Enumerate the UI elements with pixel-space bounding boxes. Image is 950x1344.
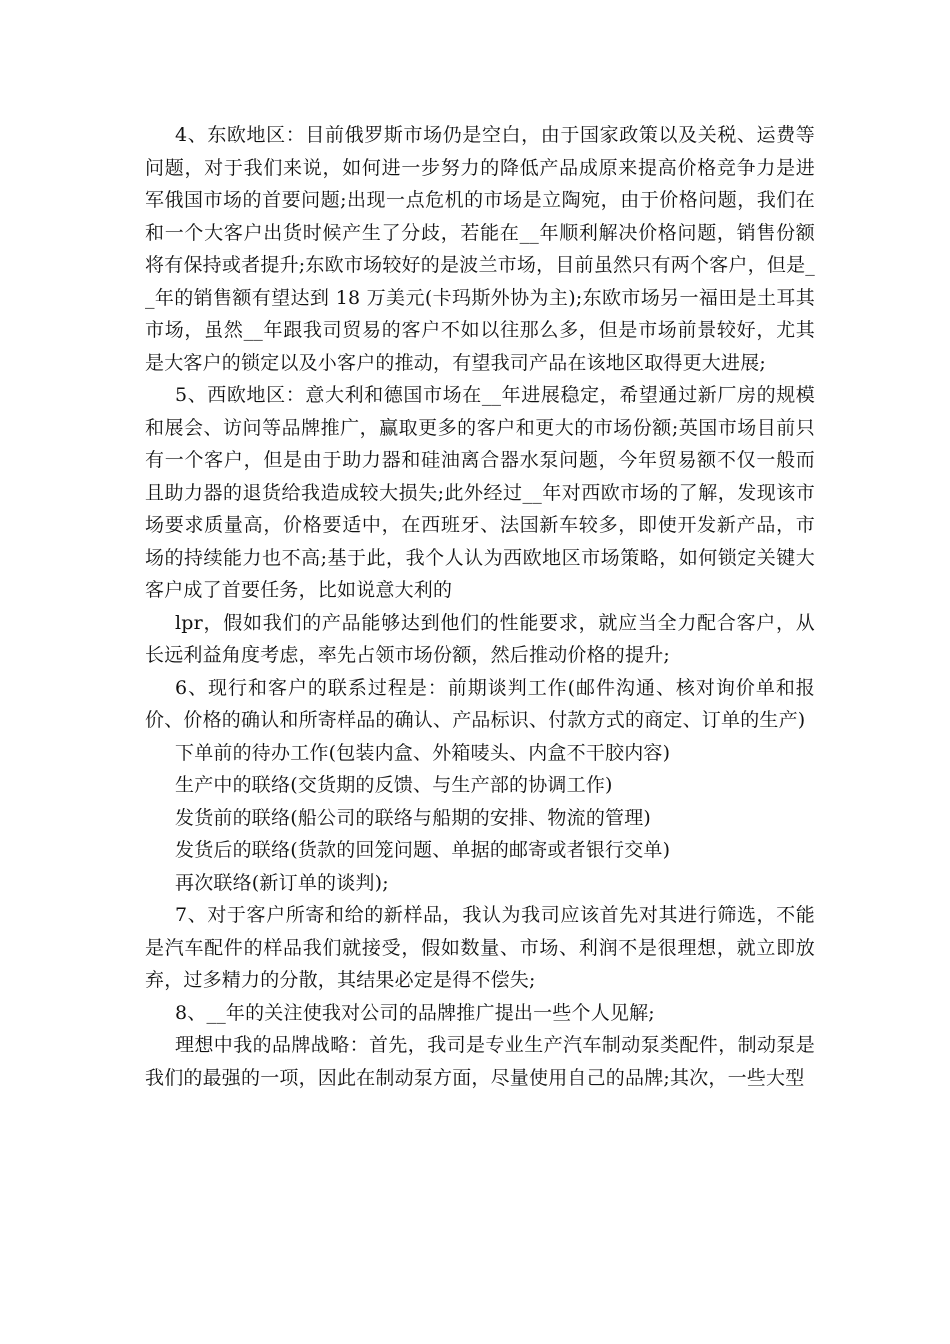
document-body (145, 119, 815, 1094)
paragraph-contact-process: 6、现行和客户的联系过程是：前期谈判工作(邮件沟通、核对询价单和报价、价格的确认和所寄样品的确认、产品标识、付款方式的商定、订单的生产) (145, 676, 815, 731)
paragraph-lpr: lpr，假如我们的产品能够达到他们的性能要求，就应当全力配合客户，从长远利益角度考虑，率先占领市场份额，然后推动价格的提升; (145, 611, 815, 666)
paragraph-pre-order: 下单前的待办工作(包装内盒、外箱唛头、内盒不干胶内容) (175, 741, 671, 764)
paragraph-post-shipment: 发货后的联络(货款的回笼问题、单据的邮寄或者银行交单) (175, 839, 671, 861)
paragraph-production: 生产中的联络(交货期的反馈、与生产部的协调工作) (175, 774, 613, 796)
paragraph-brand-opinion: 8、__年的关注使我对公司的品牌推广提出一些个人见解; (175, 1001, 655, 1024)
paragraph-re-contact: 再次联络(新订单的谈判); (175, 871, 389, 894)
paragraph-brand-strategy: 理想中我的品牌战略：首先，我司是专业生产汽车制动泵类配件，制动泵是我们的最强的一项，因此在制动泵方面，尽量使用自己的品牌;其次，一些大型 (145, 1034, 815, 1089)
paragraph-east-europe: 4、东欧地区：目前俄罗斯市场仍是空白，由于国家政策以及关税、运费等问题，对于我们来说，如何进一步努力的降低产品成原来提高价格竞争力是进军俄国市场的首要问题;出现一点危机的市场是立陶宛，由于价格问题，我们在和一个大客户出货时候产生了分歧，若能在__年顺利解决价格问题，销售份额将有保持或者提升;东欧市场较好的是波兰市场，目前虽然只有两个客户，但是__年的销售额有望达到 18 万美元(卡玛斯外协为主);东欧市场另一福田是土耳其市场，虽然__年跟我司贸易的客户不如以往那么多，但是市场前景较好，尤其是大客户的锁定以及小客户的推动，有望我司产品在该地区取得更大进展; (145, 124, 815, 374)
paragraph-west-europe: 5、西欧地区：意大利和德国市场在__年进展稳定，希望通过新厂房的规模和展会、访问等品牌推广，赢取更多的客户和更大的市场份额;英国市场目前只有一个客户，但是由于助力器和硅油离合器水泵问题，今年贸易额不仅一般而且助力器的退货给我造成较大损失;此外经过__年对西欧市场的了解，发现该市场要求质量高，价格要适中，在西班牙、法国新车较多，即使开发新产品，市场的持续能力也不高;基于此，我个人认为西欧地区市场策略，如何锁定关键大客户成了首要任务，比如说意大利的 (145, 384, 815, 601)
paragraph-samples: 7、对于客户所寄和给的新样品，我认为我司应该首先对其进行筛选，不能是汽车配件的样品我们就接受，假如数量、市场、利润不是很理想，就立即放弃，过多精力的分散，其结果必定是得不偿失; (145, 904, 815, 991)
paragraph-pre-shipment: 发货前的联络(船公司的联络与船期的安排、物流的管理) (175, 806, 652, 829)
